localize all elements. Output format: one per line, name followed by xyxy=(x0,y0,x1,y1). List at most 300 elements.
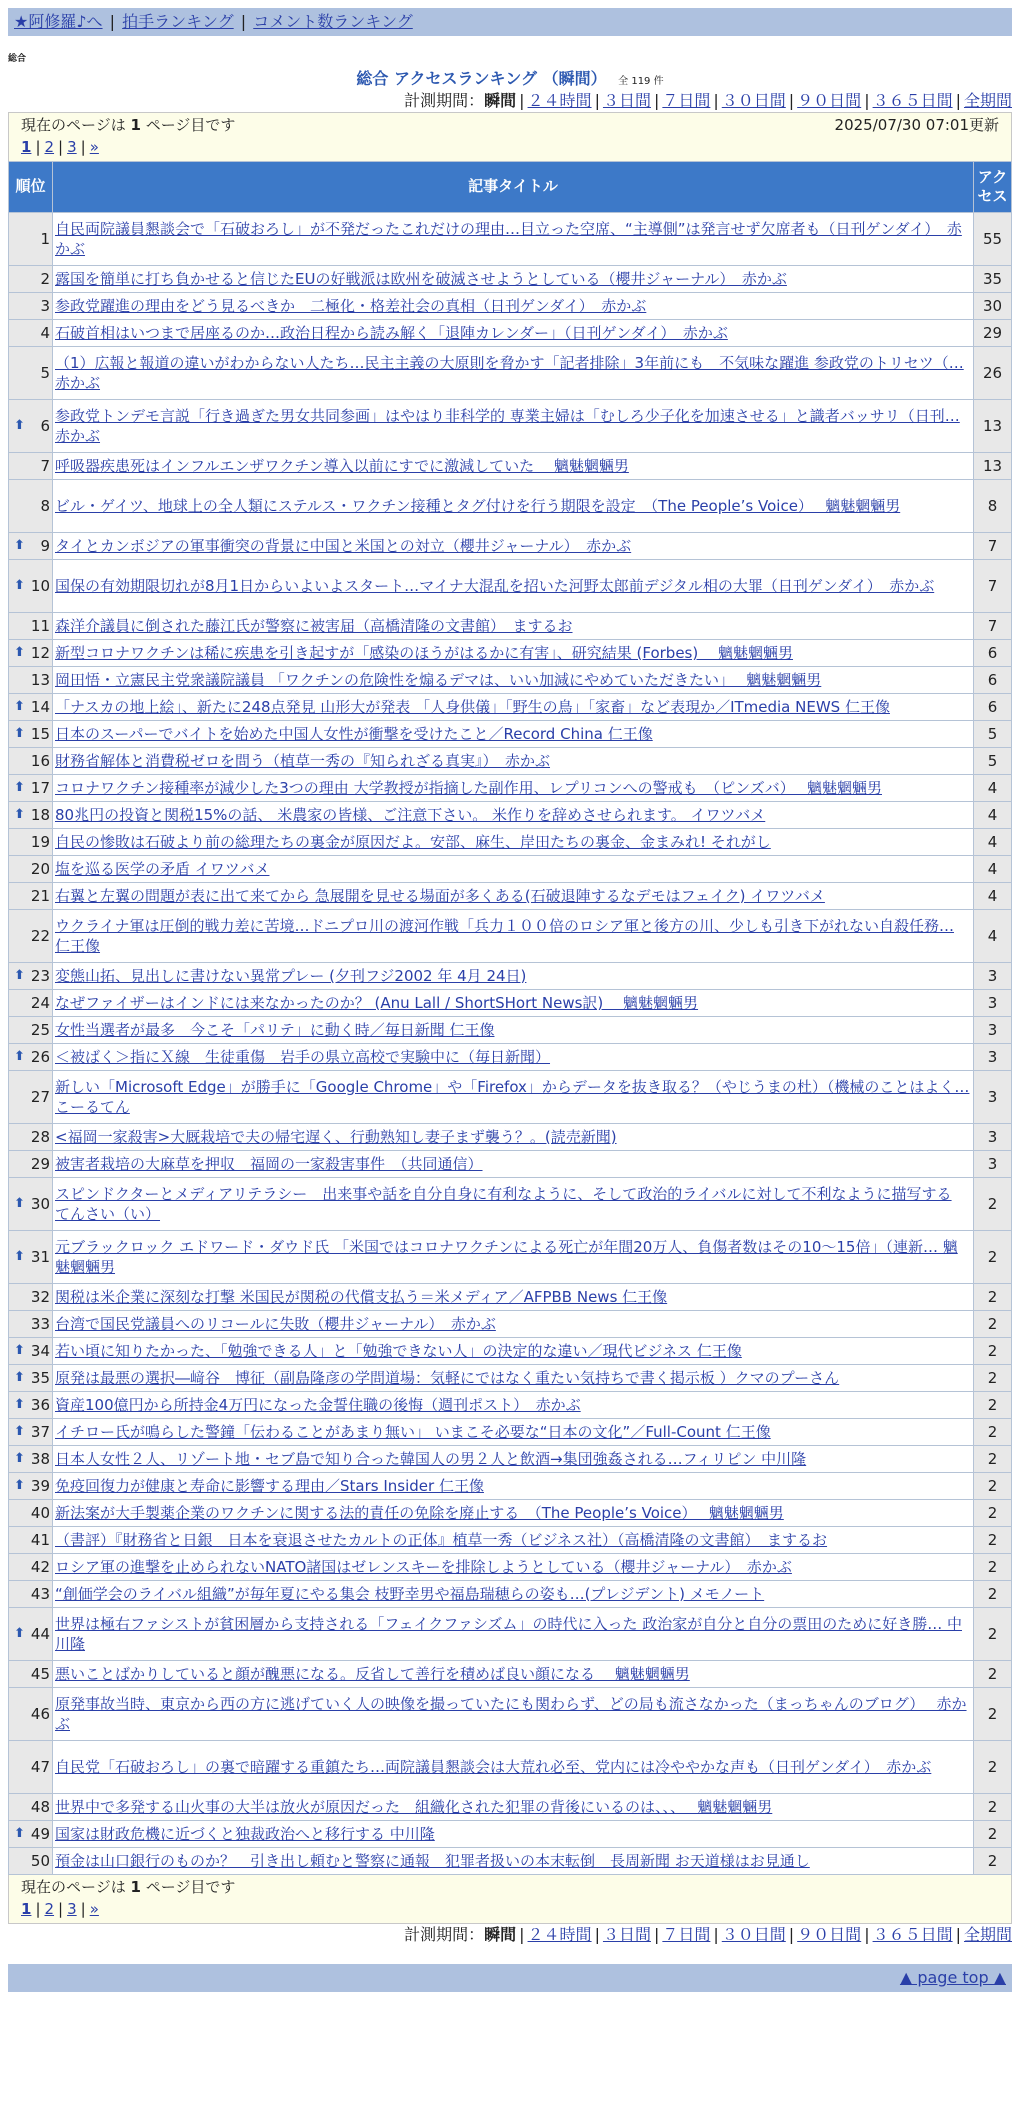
title-cell xyxy=(53,990,974,1017)
article-title-link[interactable]: 財務省解体と消費税ゼロを問う（植草一秀の『知られざる真実』） 赤かぶ xyxy=(55,751,551,770)
table-row xyxy=(9,1581,1012,1608)
rank-up-arrow-icon: ⬆ xyxy=(14,1397,25,1413)
rank-up-arrow-icon: ⬆ xyxy=(14,418,25,434)
article-title-link[interactable]: 国家は財政危機に近づくと独裁政治へと移行する 中川隆 xyxy=(55,1824,435,1843)
title-cell xyxy=(53,1044,974,1071)
rank-cell xyxy=(9,320,53,347)
clap-ranking-link[interactable]: 拍手ランキング xyxy=(122,12,234,31)
access-count: 2 xyxy=(974,1581,1012,1608)
period-link[interactable]: ７日間 xyxy=(662,1925,711,1944)
period-separator: | xyxy=(788,91,795,110)
period-separator: | xyxy=(864,1925,870,1944)
table-row xyxy=(9,1446,1012,1473)
rank-number: 27 xyxy=(30,1087,50,1106)
ranking-body xyxy=(9,213,1012,1875)
article-title-link[interactable]: 露国を簡単に打ち負かせると信じたEUの好戦派は欧州を破滅させようとしている（櫻井ジャーナル） 赤かぶ xyxy=(55,269,787,288)
article-title-link[interactable]: 世界は極右ファシストが貧困層から支持される「フェイクファシズム」の時代に入った 政治家が自分と自分の票田のために好き勝… 中川隆 xyxy=(55,1614,962,1653)
article-title-link[interactable]: 関税は米企業に深刻な打撃 米国民が関税の代償支払う＝米メディア／AFPBB News 仁王像 xyxy=(55,1287,668,1306)
period-link[interactable]: ３０日間 xyxy=(721,1925,786,1944)
title-cell xyxy=(53,1284,974,1311)
pager-page-link[interactable]: 2 xyxy=(44,1900,55,1918)
rank-up-arrow-icon: ⬆ xyxy=(14,1478,25,1494)
period-link[interactable]: 全期間 xyxy=(963,1925,1012,1944)
table-row xyxy=(9,1527,1012,1554)
article-title-link[interactable]: <福岡一家殺害>大厩栽培で夫の帰宅遅く、行動熟知し妻子まず襲う？。(読売新聞) xyxy=(55,1127,617,1146)
title-cell xyxy=(53,1661,974,1688)
article-title-link[interactable]: 若い頃に知りたかった、「勉強できる人」と「勉強できない人」の決定的な違い／現代ビジネス 仁王像 xyxy=(55,1341,742,1360)
access-count: 2 xyxy=(974,1178,1012,1231)
ranking-table xyxy=(8,161,1012,1875)
rank-number: 35 xyxy=(30,1368,50,1387)
article-title-link[interactable]: 元ブラックロック エドワード・ダウド氏 「米国ではコロナワクチンによる死亡が年間20万人、負傷者数はその10～15倍」（連新… 魑魅魍魎男 xyxy=(55,1237,958,1276)
rank-number: 12 xyxy=(30,643,50,662)
rank-number: 11 xyxy=(30,616,50,635)
article-title-link[interactable]: ロシア軍の進撃を止められないNATO諸国はゼレンスキーを排除しようとしている（櫻井ジャーナル） 赤かぶ xyxy=(55,1557,792,1576)
rank-cell xyxy=(9,347,53,400)
rank-cell xyxy=(9,1178,53,1231)
article-title-link[interactable]: 自民党「石破おろし」の裏で暗躍する重鎮たち…両院議員懇談会は大荒れ必至、党内には冷ややかな声も（日刊ゲンダイ） 赤かぶ xyxy=(55,1757,932,1776)
table-row xyxy=(9,667,1012,694)
access-count: 6 xyxy=(974,694,1012,721)
article-title-link[interactable]: 新しい「Microsoft Edge」が勝手に「Google Chrome」や「Firefox」からデータを抜き取る？（やじうまの杜）（機械のことはよく… こーるてん xyxy=(55,1077,970,1116)
table-row xyxy=(9,1365,1012,1392)
access-count: 2 xyxy=(974,1392,1012,1419)
rank-cell xyxy=(9,829,53,856)
pager-page-link[interactable]: 1 xyxy=(21,138,32,156)
period-label: 計測期間： xyxy=(404,91,485,110)
article-title-link[interactable]: イチロー氏が鳴らした警鐘「伝わることがあまり無い」 いまこそ必要な“日本の文化”／Full-Count 仁王像 xyxy=(55,1422,771,1441)
period-separator: | xyxy=(864,91,870,110)
pager-separator: | xyxy=(58,138,64,156)
title-cell xyxy=(53,1338,974,1365)
article-title-link[interactable]: 塩を巡る医学の矛盾 イワツバメ xyxy=(55,859,270,878)
article-title-link[interactable]: （書評）『財務省と日銀 日本を衰退させたカルトの正体』植草一秀（ビジネス社）（高橋清隆の文書館） まするお xyxy=(55,1530,828,1549)
table-row xyxy=(9,775,1012,802)
table-row xyxy=(9,640,1012,667)
category-label: 総合 xyxy=(8,54,27,64)
access-count: 29 xyxy=(974,320,1012,347)
article-title-link[interactable]: 参政党トンデモ言説「行き過ぎた男女共同参画」はやはり非科学的 専業主婦は「むしろ少子化を加速させる」と識者バッサリ（日刊… 赤かぶ xyxy=(55,406,960,445)
rank-up-arrow-icon: ⬆ xyxy=(14,1370,25,1386)
rank-number: 29 xyxy=(30,1154,50,1173)
rank-number: 25 xyxy=(30,1020,50,1039)
title-cell xyxy=(53,667,974,694)
title-cell xyxy=(53,1311,974,1338)
access-count: 2 xyxy=(974,1741,1012,1794)
title-cell xyxy=(53,453,974,480)
access-count: 2 xyxy=(974,1794,1012,1821)
table-row xyxy=(9,533,1012,560)
rank-up-arrow-icon: ⬆ xyxy=(14,578,25,594)
access-count: 2 xyxy=(974,1419,1012,1446)
rank-cell xyxy=(9,856,53,883)
rank-number: 5 xyxy=(40,363,50,382)
access-count: 3 xyxy=(974,1071,1012,1124)
access-count: 2 xyxy=(974,1821,1012,1848)
article-title-link[interactable]: 変態山拓、見出しに書けない異常プレー (夕刊フジ2002 年 4月 24日) xyxy=(55,966,527,985)
rank-cell xyxy=(9,990,53,1017)
rank-number: 38 xyxy=(30,1449,50,1468)
table-row xyxy=(9,1794,1012,1821)
rank-number: 45 xyxy=(30,1664,50,1683)
access-count: 2 xyxy=(974,1661,1012,1688)
access-count: 4 xyxy=(974,910,1012,963)
rank-up-arrow-icon: ⬆ xyxy=(14,968,25,984)
rank-cell xyxy=(9,748,53,775)
table-row xyxy=(9,1741,1012,1794)
page-top-link[interactable]: ▲ page top ▲ xyxy=(899,1968,1006,1987)
rank-number: 30 xyxy=(30,1194,50,1213)
article-title-link[interactable]: 新法案が大手製薬企業のワクチンに関する法的責任の免除を廃止する （The People’s Voice） 魑魅魍魎男 xyxy=(55,1503,784,1522)
article-title-link[interactable]: コロナワクチン接種率が減少した3つの理由 大学教授が指摘した副作用、レプリコンへの警戒も （ピンズバ） 魑魅魍魎男 xyxy=(55,778,882,797)
pager-page-link[interactable]: 3 xyxy=(67,138,77,156)
article-title-link[interactable]: 原発事故当時、東京から西の方に逃げていく人の映像を撮っていたにも関わらず、どの局も流さなかった（まっちゃんのブログ） 赤かぶ xyxy=(55,1694,967,1733)
title-cell xyxy=(53,963,974,990)
rank-number: 14 xyxy=(30,697,50,716)
article-title-link[interactable]: 女性当選者が最多 今こそ「パリテ」に動く時／毎日新聞 仁王像 xyxy=(55,1020,495,1039)
rank-cell xyxy=(9,1848,53,1875)
article-title-link[interactable]: “創価学会のライバル組織”が毎年夏にやる集会 枝野幸男や福島瑞穂らの姿も…(プレジデント) メモノート xyxy=(55,1584,765,1603)
rank-cell xyxy=(9,1741,53,1794)
pager-separator: | xyxy=(80,1900,86,1918)
access-count: 26 xyxy=(974,347,1012,400)
rank-cell xyxy=(9,1581,53,1608)
article-title-link[interactable]: 日本のスーパーでバイトを始めた中国人女性が衝撃を受けたこと／Record China 仁王像 xyxy=(55,724,653,743)
article-title-link[interactable]: 岡田悟・立憲民主党衆議院議員 「ワクチンの危険性を煽るデマは、いい加減にやめていただきたい」 魑魅魍魎男 xyxy=(55,670,822,689)
article-title-link[interactable]: ウクライナ軍は圧倒的戦力差に苦境…ドニプロ川の渡河作戦「兵力１００倍のロシア軍と後方の川、少しも引き下がれない自殺任務… 仁王像 xyxy=(55,916,954,955)
access-count: 5 xyxy=(974,721,1012,748)
article-title-link[interactable]: 預金は山口銀行のものか？ 引き出し頼むと警察に通報 犯罪者扱いの本末転倒 長周新聞 お天道様はお見通し xyxy=(55,1851,810,1870)
rank-number: 15 xyxy=(30,724,50,743)
home-link[interactable]: ★阿修羅♪へ xyxy=(14,12,103,31)
access-count: 3 xyxy=(974,1044,1012,1071)
title-cell xyxy=(53,1446,974,1473)
period-link[interactable]: ３６５日間 xyxy=(872,91,953,110)
title-cell xyxy=(53,1071,974,1124)
table-row xyxy=(9,1151,1012,1178)
rank-number: 13 xyxy=(30,670,50,689)
table-row xyxy=(9,347,1012,400)
access-count: 2 xyxy=(974,1284,1012,1311)
title-cell xyxy=(53,1608,974,1661)
period-current: 瞬間 xyxy=(484,1925,517,1944)
rank-cell xyxy=(9,560,53,613)
period-link[interactable]: ９０日間 xyxy=(797,1925,862,1944)
current-page-text: 現在のページは 1 ページ目です xyxy=(21,116,236,134)
access-count: 2 xyxy=(974,1231,1012,1284)
rank-number: 33 xyxy=(30,1314,50,1333)
access-count: 4 xyxy=(974,775,1012,802)
rank-cell xyxy=(9,533,53,560)
pager-separator: | xyxy=(80,138,86,156)
nav-separator: | xyxy=(109,12,116,31)
period-link[interactable]: ３日間 xyxy=(602,91,651,110)
access-count: 3 xyxy=(974,1124,1012,1151)
rank-cell xyxy=(9,640,53,667)
title-cell xyxy=(53,1794,974,1821)
top-nav-bar xyxy=(8,8,1012,36)
access-count: 4 xyxy=(974,883,1012,910)
table-row xyxy=(9,1821,1012,1848)
period-separator: | xyxy=(955,91,961,110)
title-cell xyxy=(53,640,974,667)
table-row xyxy=(9,883,1012,910)
page-info-top xyxy=(8,112,1012,161)
title-cell xyxy=(53,910,974,963)
title-cell xyxy=(53,1473,974,1500)
title-cell xyxy=(53,1151,974,1178)
pager-top xyxy=(21,137,999,159)
rank-cell xyxy=(9,1338,53,1365)
table-row xyxy=(9,1231,1012,1284)
current-page-text-bottom: 現在のページは 1 ページ目です xyxy=(21,1878,236,1896)
article-title-link[interactable]: 世界中で多発する山火事の大半は放火が原因だった 組織化された犯罪の背後にいるのは、、、 魑魅魍魎男 xyxy=(55,1797,773,1816)
title-cell xyxy=(53,883,974,910)
table-row xyxy=(9,856,1012,883)
article-title-link[interactable]: 資産100億円から所持金4万円になった金誓住職の後悔（週刊ポスト） 赤かぶ xyxy=(55,1395,581,1414)
article-title-link[interactable]: ビル・ゲイツ、地球上の全人類にステルス・ワクチン接種とタグ付けを行う期限を設定 （The People’s Voice） 魑魅魍魎男 xyxy=(55,496,901,515)
rank-number: 37 xyxy=(30,1422,50,1441)
rank-number: 9 xyxy=(40,536,50,555)
period-separator: | xyxy=(653,1925,660,1944)
comment-ranking-link[interactable]: コメント数ランキング xyxy=(253,12,413,31)
rank-cell xyxy=(9,266,53,293)
access-count: 55 xyxy=(974,213,1012,266)
period-current: 瞬間 xyxy=(484,91,517,110)
rank-number: 48 xyxy=(30,1797,50,1816)
rank-number: 4 xyxy=(40,323,50,342)
rank-number: 17 xyxy=(30,778,50,797)
pager-next-link[interactable]: » xyxy=(89,1900,99,1918)
article-title-link[interactable]: タイとカンボジアの軍事衝突の背景に中国と米国との対立（櫻井ジャーナル） 赤かぶ xyxy=(55,536,632,555)
rank-up-arrow-icon: ⬆ xyxy=(14,780,25,796)
rank-cell xyxy=(9,1311,53,1338)
period-link[interactable]: ３６５日間 xyxy=(872,1925,953,1944)
period-link[interactable]: ３日間 xyxy=(602,1925,651,1944)
updated-timestamp: 2025/07/30 07:01更新 xyxy=(834,116,999,134)
table-row xyxy=(9,453,1012,480)
access-count: 2 xyxy=(974,1527,1012,1554)
table-row xyxy=(9,560,1012,613)
table-row xyxy=(9,1392,1012,1419)
title-cell xyxy=(53,1821,974,1848)
period-link[interactable]: ２４時間 xyxy=(527,1925,592,1944)
access-count: 7 xyxy=(974,533,1012,560)
rank-number: 16 xyxy=(30,751,50,770)
article-title-link[interactable]: 台湾で国民党議員へのリコールに失敗（櫻井ジャーナル） 赤かぶ xyxy=(55,1314,496,1333)
access-count: 7 xyxy=(974,560,1012,613)
access-count: 2 xyxy=(974,1608,1012,1661)
period-separator: | xyxy=(519,91,525,110)
access-count: 3 xyxy=(974,1151,1012,1178)
article-title-link[interactable]: 悪いことばかりしていると顔が醜悪になる。反省して善行を積めば良い顔になる 魑魅魍魎男 xyxy=(55,1664,690,1683)
access-count: 3 xyxy=(974,990,1012,1017)
rank-cell xyxy=(9,1608,53,1661)
table-row xyxy=(9,1554,1012,1581)
rank-up-arrow-icon: ⬆ xyxy=(14,1424,25,1440)
table-row xyxy=(9,694,1012,721)
title-cell xyxy=(53,1178,974,1231)
article-title-link[interactable]: （1）広報と報道の違いがわからない人たち…民主主義の大原則を脅かす「記者排除」3年前にも 不気味な躍進 参政党のトリセツ（… 赤かぶ xyxy=(55,353,964,392)
title-cell xyxy=(53,1581,974,1608)
pager-separator: | xyxy=(35,1900,41,1918)
access-count: 13 xyxy=(974,453,1012,480)
access-count: 5 xyxy=(974,748,1012,775)
rank-cell xyxy=(9,1688,53,1741)
period-link[interactable]: ７日間 xyxy=(662,91,711,110)
rank-up-arrow-icon: ⬆ xyxy=(14,645,25,661)
rank-number: 31 xyxy=(30,1247,50,1266)
table-row xyxy=(9,1071,1012,1124)
rank-number: 1 xyxy=(40,229,50,248)
rank-cell xyxy=(9,694,53,721)
rank-cell xyxy=(9,802,53,829)
rank-cell xyxy=(9,1794,53,1821)
article-title-link[interactable]: 呼吸器疾患死はインフルエンザワクチン導入以前にすでに激減していた 魑魅魍魎男 xyxy=(55,456,629,475)
pager-page-link[interactable]: 3 xyxy=(67,1900,77,1918)
table-row xyxy=(9,266,1012,293)
rank-cell xyxy=(9,721,53,748)
title-cell xyxy=(53,1527,974,1554)
page xyxy=(8,0,1012,1992)
rank-cell xyxy=(9,1284,53,1311)
access-count: 4 xyxy=(974,829,1012,856)
article-title-link[interactable]: 自民両院議員懇談会で「石破おろし」が不発だったこれだけの理由…目立った空席、“主導側”は発言せず欠席者も（日刊ゲンダイ） 赤かぶ xyxy=(55,219,962,258)
table-row xyxy=(9,829,1012,856)
table-row xyxy=(9,1661,1012,1688)
title-cell xyxy=(53,613,974,640)
access-count: 2 xyxy=(974,1688,1012,1741)
rank-number: 18 xyxy=(30,805,50,824)
period-link[interactable]: ２４時間 xyxy=(527,91,592,110)
rank-number: 23 xyxy=(30,966,50,985)
rank-number: 46 xyxy=(30,1704,50,1723)
rank-cell xyxy=(9,910,53,963)
title-cell xyxy=(53,213,974,266)
access-count: 2 xyxy=(974,1338,1012,1365)
pager-page-link[interactable]: 1 xyxy=(21,1900,32,1918)
access-count: 2 xyxy=(974,1446,1012,1473)
table-row xyxy=(9,990,1012,1017)
article-title-link[interactable]: 新型コロナワクチンは稀に疾患を引き起すが「感染のほうがはるかに有害」、研究結果 (Forbes) 魑魅魍魎男 xyxy=(55,643,793,662)
access-count: 2 xyxy=(974,1473,1012,1500)
rank-up-arrow-icon: ⬆ xyxy=(14,1049,25,1065)
period-link[interactable]: ９０日間 xyxy=(797,91,862,110)
table-row xyxy=(9,1178,1012,1231)
pager-bottom xyxy=(21,1899,999,1921)
title-header: 記事タイトル xyxy=(53,162,974,213)
article-title-link[interactable]: 「ナスカの地上絵」、新たに248点発見 山形大が発表 「人身供儀」「野生の鳥」「家畜」など表現か／ITmedia NEWS 仁王像 xyxy=(55,697,890,716)
access-count: 3 xyxy=(974,963,1012,990)
rank-number: 6 xyxy=(40,416,50,435)
article-title-link[interactable]: 参政党躍進の理由をどう見るべきか 二極化・格差社会の真相（日刊ゲンダイ） 赤かぶ xyxy=(55,296,647,315)
access-count: 2 xyxy=(974,1554,1012,1581)
article-title-link[interactable]: 被害者栽培の大麻草を押収 福岡の一家殺害事件 （共同通信） xyxy=(55,1154,483,1173)
rank-cell xyxy=(9,1071,53,1124)
article-title-link[interactable]: 石破首相はいつまで居座るのか…政治日程から読み解く「退陣カレンダー」（日刊ゲンダイ） 赤かぶ xyxy=(55,323,728,342)
article-title-link[interactable]: 右翼と左翼の問題が表に出て来てから 急展開を見せる場面が多くある(石破退陣するなデモはフェイク) イワツバメ xyxy=(55,886,825,905)
article-title-link[interactable]: 日本人女性２人、リゾート地・セブ島で知り合った韓国人の男２人と飲酒→集団強姦される…フィリピン 中川隆 xyxy=(55,1449,807,1468)
rank-number: 43 xyxy=(30,1584,50,1603)
rank-header: 順位 xyxy=(9,162,53,213)
article-title-link[interactable]: 原発は最悪の選択―﨑谷 博征（副島隆彦の学問道場：気軽にではなく重たい気持ちで書く掲示板 ）クマのプーさん xyxy=(55,1368,840,1387)
rank-number: 32 xyxy=(30,1287,50,1306)
rank-number: 22 xyxy=(30,926,50,945)
rank-number: 26 xyxy=(30,1047,50,1066)
title-cell xyxy=(53,1500,974,1527)
period-link[interactable]: ３０日間 xyxy=(721,91,786,110)
rank-number: 24 xyxy=(30,993,50,1012)
title-cell xyxy=(53,775,974,802)
rank-up-arrow-icon: ⬆ xyxy=(14,1451,25,1467)
period-separator: | xyxy=(955,1925,961,1944)
access-count: 7 xyxy=(974,613,1012,640)
access-count: 8 xyxy=(974,480,1012,533)
title-cell xyxy=(53,480,974,533)
rank-number: 21 xyxy=(30,886,50,905)
rank-cell xyxy=(9,1124,53,1151)
title-cell xyxy=(53,856,974,883)
rank-up-arrow-icon: ⬆ xyxy=(14,1196,25,1212)
rank-up-arrow-icon: ⬆ xyxy=(14,1826,25,1842)
access-count: 2 xyxy=(974,1500,1012,1527)
rank-up-arrow-icon: ⬆ xyxy=(14,699,25,715)
period-separator: | xyxy=(519,1925,525,1944)
access-count: 3 xyxy=(974,1017,1012,1044)
article-title-link[interactable]: 国保の有効期限切れが8月1日からいよいよスタート…マイナ大混乱を招いた河野太郎前デジタル相の大罪（日刊ゲンダイ） 赤かぶ xyxy=(55,576,935,595)
article-title-link[interactable]: 森洋介議員に倒された藤江氏が警察に被害届（高橋清隆の文書館） まするお xyxy=(55,616,573,635)
title-cell xyxy=(53,1392,974,1419)
rank-number: 36 xyxy=(30,1395,50,1414)
pager-next-link[interactable]: » xyxy=(89,138,99,156)
rank-cell xyxy=(9,293,53,320)
title-cell xyxy=(53,1741,974,1794)
table-row xyxy=(9,963,1012,990)
access-count: 13 xyxy=(974,400,1012,453)
rank-number: 40 xyxy=(30,1503,50,1522)
rank-cell xyxy=(9,1661,53,1688)
access-count: 6 xyxy=(974,640,1012,667)
title-cell xyxy=(53,829,974,856)
article-title-link[interactable]: ＜被ばく＞指にＸ線 生徒重傷 岩手の県立高校で実験中に（毎日新聞） xyxy=(55,1047,551,1066)
pager-page-link[interactable]: 2 xyxy=(44,138,55,156)
access-count: 4 xyxy=(974,802,1012,829)
rank-number: 28 xyxy=(30,1127,50,1146)
rank-number: 20 xyxy=(30,859,50,878)
article-title-link[interactable]: 免疫回復力が健康と寿命に影響する理由／Stars Insider 仁王像 xyxy=(55,1476,484,1495)
title-cell xyxy=(53,721,974,748)
title-cell xyxy=(53,1231,974,1284)
rank-cell xyxy=(9,667,53,694)
table-row xyxy=(9,1419,1012,1446)
rank-number: 39 xyxy=(30,1476,50,1495)
table-row xyxy=(9,721,1012,748)
period-link[interactable]: 全期間 xyxy=(963,91,1012,110)
article-title-link[interactable]: なぜファイザーはインドには来なかったのか？ (Anu Lall / ShortSHort News訳) 魑魅魍魎男 xyxy=(55,993,699,1012)
title-cell xyxy=(53,320,974,347)
rank-cell xyxy=(9,1419,53,1446)
table-row xyxy=(9,1124,1012,1151)
period-selector-bottom xyxy=(8,1924,1012,1946)
title-cell xyxy=(53,1017,974,1044)
article-title-link[interactable]: 80兆円の投資と関税15%の話、 米農家の皆様、ご注意下さい。 米作りを辞めさせられます。 イワツバメ xyxy=(55,805,766,824)
table-row xyxy=(9,293,1012,320)
access-count: 6 xyxy=(974,667,1012,694)
article-title-link[interactable]: スピンドクターとメディアリテラシー 出来事や話を自分自身に有利なように、そして政治的ライバルに対して不利なように描写する てんさい（い） xyxy=(55,1184,952,1223)
article-title-link[interactable]: 自民の惨敗は石破より前の総理たちの裏金が原因だよ。安部、麻生、岸田たちの裏金、金まみれ! それがし xyxy=(55,832,771,851)
rank-up-arrow-icon: ⬆ xyxy=(14,1343,25,1359)
rank-number: 49 xyxy=(30,1824,50,1843)
